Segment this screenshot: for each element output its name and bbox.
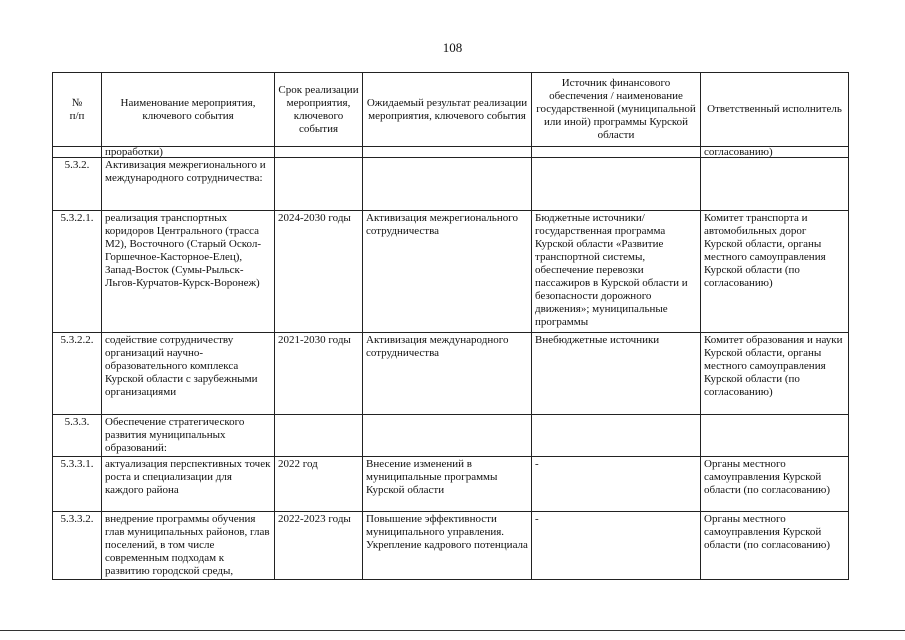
table-row (53, 158, 849, 211)
action-plan-table (52, 72, 849, 580)
row-result: Повышение эффективности муниципального управления. Укрепление кадрового потенциала (363, 512, 532, 580)
row-name: актуализация перспективных точек роста и специализации для каждого района (102, 457, 275, 512)
row-source: Бюджетные источники/ государственная программа Курской области «Развитие транспортной системы, обеспечение перевозки пассажиров в Курской области и безопасности дорожного движения»; муниципальные программы (532, 211, 701, 333)
row-name: внедрение программы обучения глав муниципальных районов, глав поселений, в том числе современным подходам к развитию городской среды, (102, 512, 275, 580)
header-responsible: Ответственный исполнитель (701, 73, 849, 147)
table-row (53, 457, 849, 512)
row-num: 5.3.3.2. (53, 512, 102, 580)
row-num: 5.3.2. (53, 158, 102, 211)
row-responsible: Органы местного самоуправления Курской области (по согласованию) (701, 457, 849, 512)
row-responsible: Комитет образования и науки Курской области, органы местного самоуправления Курской области (по согласованию) (701, 333, 849, 415)
scan-edge-line (0, 630, 905, 631)
row-source (532, 158, 701, 211)
table-header-row (53, 73, 849, 147)
header-result: Ожидаемый результат реализации мероприятия, ключевого события (363, 73, 532, 147)
continuation-row (53, 147, 849, 158)
row-result: Активизация межрегионального сотрудничества (363, 211, 532, 333)
table-row (53, 512, 849, 580)
header-source: Источник финансового обеспечения / наименование государственной (муниципальной или иной) программы Курской области (532, 73, 701, 147)
row-result: Внесение изменений в муниципальные программы Курской области (363, 457, 532, 512)
row-responsible (701, 415, 849, 457)
row-num: 5.3.2.1. (53, 211, 102, 333)
row-result (363, 158, 532, 211)
table-row (53, 333, 849, 415)
header-num: № п/п (53, 73, 102, 147)
row-term (275, 415, 363, 457)
table-row (53, 211, 849, 333)
continuation-name: проработки) (102, 147, 275, 158)
header-term: Срок реализации мероприятия, ключевого события (275, 73, 363, 147)
header-name: Наименование мероприятия, ключевого события (102, 73, 275, 147)
page-number: 108 (442, 40, 463, 55)
row-responsible (701, 158, 849, 211)
row-term: 2024-2030 годы (275, 211, 363, 333)
row-name: Обеспечение стратегического развития муниципальных образований: (102, 415, 275, 457)
row-name: Активизация межрегионального и международного сотрудничества: (102, 158, 275, 211)
row-num: 5.3.3.1. (53, 457, 102, 512)
row-term: 2022-2023 годы (275, 512, 363, 580)
row-term (275, 158, 363, 211)
row-responsible: Комитет транспорта и автомобильных дорог Курской области, органы местного самоуправления Курской области (по согласованию) (701, 211, 849, 333)
row-result (363, 415, 532, 457)
row-source: - (532, 457, 701, 512)
row-num: 5.3.3. (53, 415, 102, 457)
row-source (532, 415, 701, 457)
row-term: 2022 год (275, 457, 363, 512)
row-name: реализация транспортных коридоров Центрального (трасса М2), Восточного (Старый Оскол-Горшечное-Касторное-Елец), Запад-Восток (Сумы-Рыльск-Льгов-Курчатов-Курск-Воронеж) (102, 211, 275, 333)
row-num: 5.3.2.2. (53, 333, 102, 415)
row-name: содействие сотрудничеству организаций научно-образовательного комплекса Курской области с зарубежными организациями (102, 333, 275, 415)
continuation-responsible: согласованию) (701, 147, 849, 158)
row-result: Активизация международного сотрудничества (363, 333, 532, 415)
row-term: 2021-2030 годы (275, 333, 363, 415)
row-source: Внебюджетные источники (532, 333, 701, 415)
row-responsible: Органы местного самоуправления Курской области (по согласованию) (701, 512, 849, 580)
table-row (53, 415, 849, 457)
row-source: - (532, 512, 701, 580)
